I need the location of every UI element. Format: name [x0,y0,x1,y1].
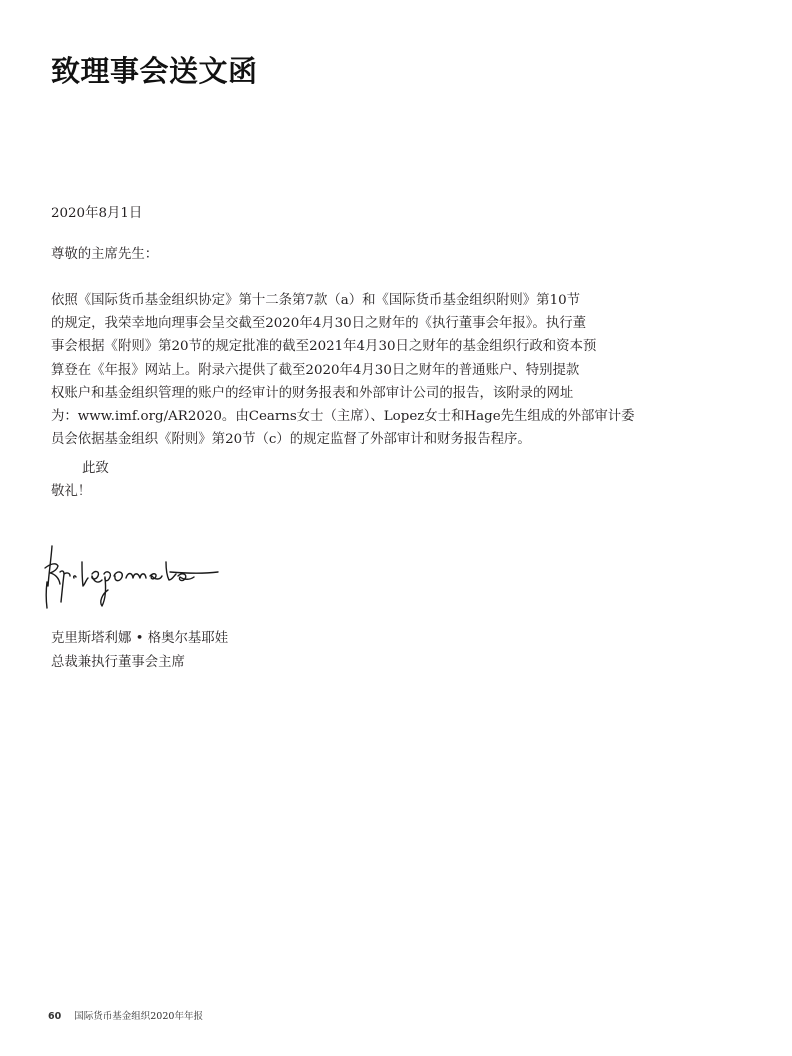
signer-title: 总裁兼执行董事会主席 [51,655,185,670]
page-number: 60 [48,1011,62,1022]
letter-date: 2020年8月1日 [51,206,143,221]
body-line: 依照《国际货币基金组织协定》第十二条第7款（a）和《国际货币基金组织附则》第10节 [51,293,580,308]
closing-phrase: 此致 [82,461,109,476]
publication-name: 国际货币基金组织2020年年报 [74,1011,203,1022]
page-title: 致理事会送文函 [51,54,258,88]
salutation: 尊敬的主席先生： [51,247,159,262]
body-line: 为：www.imf.org/AR2020。由Cearns女士（主席）、Lopez女士和Hage先生组成的外部审计委 [51,409,635,425]
closing-regards: 敬礼！ [51,484,92,499]
page-footer [48,1011,203,1023]
body-line: 的规定，我荣幸地向理事会呈交截至2020年4月30日之财年的《执行董事会年报》。执行董 [51,316,586,332]
signature-icon [42,542,222,610]
body-line: 算登在《年报》网站上。附录六提供了截至2020年4月30日之财年的普通账户、特别提款 [51,362,580,378]
letter-body [51,289,636,451]
body-line: 权账户和基金组织管理的账户的经审计的财务报表和外部审计公司的报告，该附录的网址 [51,385,574,401]
body-line: 员会依据基金组织《附则》第20节（c）的规定监督了外部审计和财务报告程序。 [51,432,531,448]
body-line: 事会根据《附则》第20节的规定批准的截至2021年4月30日之财年的基金组织行政和资本预 [51,339,597,355]
signer-name: 克里斯塔利娜 • 格奥尔基耶娃 [51,631,229,646]
